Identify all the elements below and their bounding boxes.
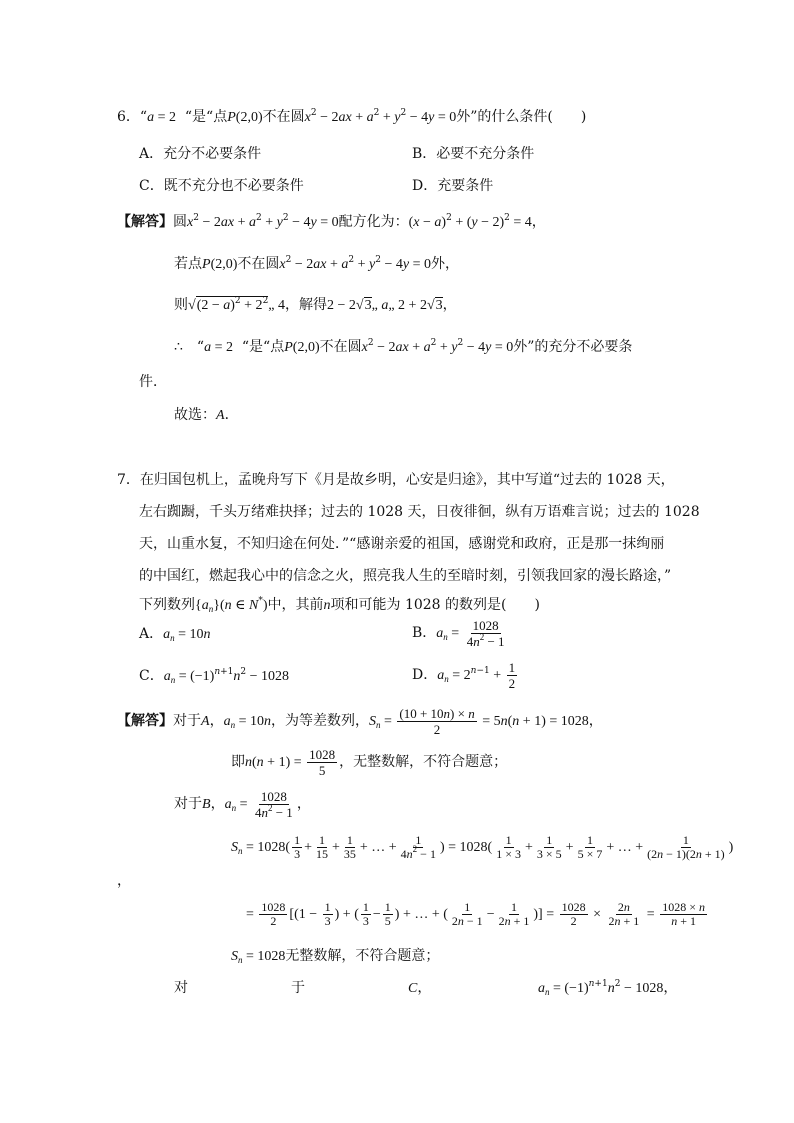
q7-text-line5: 下列数列$\{a_n\}(n$ ∈ N*)中，其前n项和可能为 1028 的数列是( ) <box>139 596 540 614</box>
q6-answer-line1: 【解答】圆$x^2 - 2ax + a^2 + y^2 - 4y = 0$配方化为：$(x - a)^2 + (y - 2)^2 = 4$， <box>117 213 546 230</box>
q7-answer-b2: $S_n = 1028$( $\frac{1}{3}$ + $\frac{1}{15}$ + $\frac{1}{35}$ + … + $\frac{1}{4n^2 - 1}$ ) = 1028( $\frac{1}{1 \times 3}$ + $\frac{1}{3 \times 5}$ + $\frac{1}{5 \times 7}$ + … + $\frac{1}{(2n - 1)(2n + 1)}$ ) <box>231 832 734 861</box>
q6-option-a: A．充分不必要条件 <box>139 146 262 162</box>
q6-stem: 6．“a = 2 “是“点P(2,0)不在圆$x^2 - 2ax + a^2 + y^2 - 4y = 0$外”的什么条件( ) <box>117 108 587 125</box>
q6-option-b: B．必要不充分条件 <box>412 146 535 162</box>
q6-answer-line2: 若点P(2,0)不在圆$x^2 - 2ax + a^2 + y^2 - 4y = 0$外， <box>174 255 459 272</box>
q7-option-a: A．$a_n = 10n$ <box>139 626 211 643</box>
q7-answer-a1: 【解答】对于A，$a_n = 10n$，为等差数列，$S_n$ = $\frac{(10 + 10n) \times n}{2}$ = 5n(n + 1) = 1028， <box>117 705 603 737</box>
q7-answer-b4: $S_n = 1028$无整数解，不符合题意； <box>231 948 440 965</box>
q7-text-line4: 的中国红，燃起我心中的信念之火，照亮我人生的至暗时刻，引领我回家的漫长路途，” <box>139 568 672 584</box>
q6-answer-line5: 件． <box>139 374 167 390</box>
q7-answer-a2: 即n(n + 1) = $\frac{1028}{5}$ ，无整数解，不符合题意； <box>231 746 508 778</box>
q6-answer-line4: ∴ “a = 2 “是“点P(2,0)不在圆$x^2 - 2ax + a^2 + y^2 - 4y = 0$外”的充分不必要条 <box>174 338 633 355</box>
q7-answer-c-yu: 于 <box>291 980 305 996</box>
q7-answer-c-label: C， <box>408 980 432 996</box>
answer-tag: 【解答】 <box>117 214 173 230</box>
q6-option-c: C．既不充分也不必要条件 <box>139 178 304 194</box>
q7-text-line3: 天，山重水复，不知归途在何处．”“感谢亲爱的祖国，感谢党和政府，正是那一抹绚丽 <box>139 536 665 552</box>
q7-answer-b3: = $\frac{1028}{2}$ [(1 − $\frac{1}{3}$ ) + ( $\frac{1}{3}$ − $\frac{1}{5}$ ) + … + ( $\frac{1}{2n - 1}$ − $\frac{1}{2n + 1}$ )] = $\frac{1028}{2}$ × $\frac{2n}{2n + 1}$ = $\frac{1028 \times n}{n + 1}$ <box>246 899 705 928</box>
q7-text-line1: 7．在归国包机上，孟晚舟写下《月是故乡明，心安是归途》，其中写道“过去的 1028 天， <box>117 472 675 488</box>
q7-answer-b2-comma: ， <box>117 873 131 889</box>
q7-option-b: B．$a_n$ = $\frac{1028}{4n^2 - 1}$ <box>412 617 505 649</box>
answer-tag: 【解答】 <box>117 713 173 729</box>
q6-answer-line6: 故选：A． <box>174 407 239 423</box>
q7-option-c: C．$a_n = (-1)^{n+1}n^2 - 1028$ <box>139 667 290 685</box>
q6-answer-line3: 则$√(2 - a)^2$ + $2^2„$ 4，解得2 − 2√3„ a„ 2 + 2√3， <box>174 296 457 313</box>
q6-option-d: D．充要条件 <box>412 178 494 194</box>
q7-option-d: D．$a_n = 2^{n-1}$ + $\frac{1}{2}$ <box>412 659 516 691</box>
q7-text-line2: 左右踟蹰，千头万绪难抉择；过去的 1028 天，日夜徘徊，纵有万语难言说；过去的 1028 <box>139 504 700 520</box>
q7-answer-c-formula: $a_n = (-1)^{n+1}n^2 - 1028$， <box>538 979 678 997</box>
q7-answer-b1: 对于B，$a_n$ = $\frac{1028}{4n^2 - 1}$ ， <box>174 788 311 820</box>
q7-answer-c-dui: 对 <box>174 980 188 996</box>
